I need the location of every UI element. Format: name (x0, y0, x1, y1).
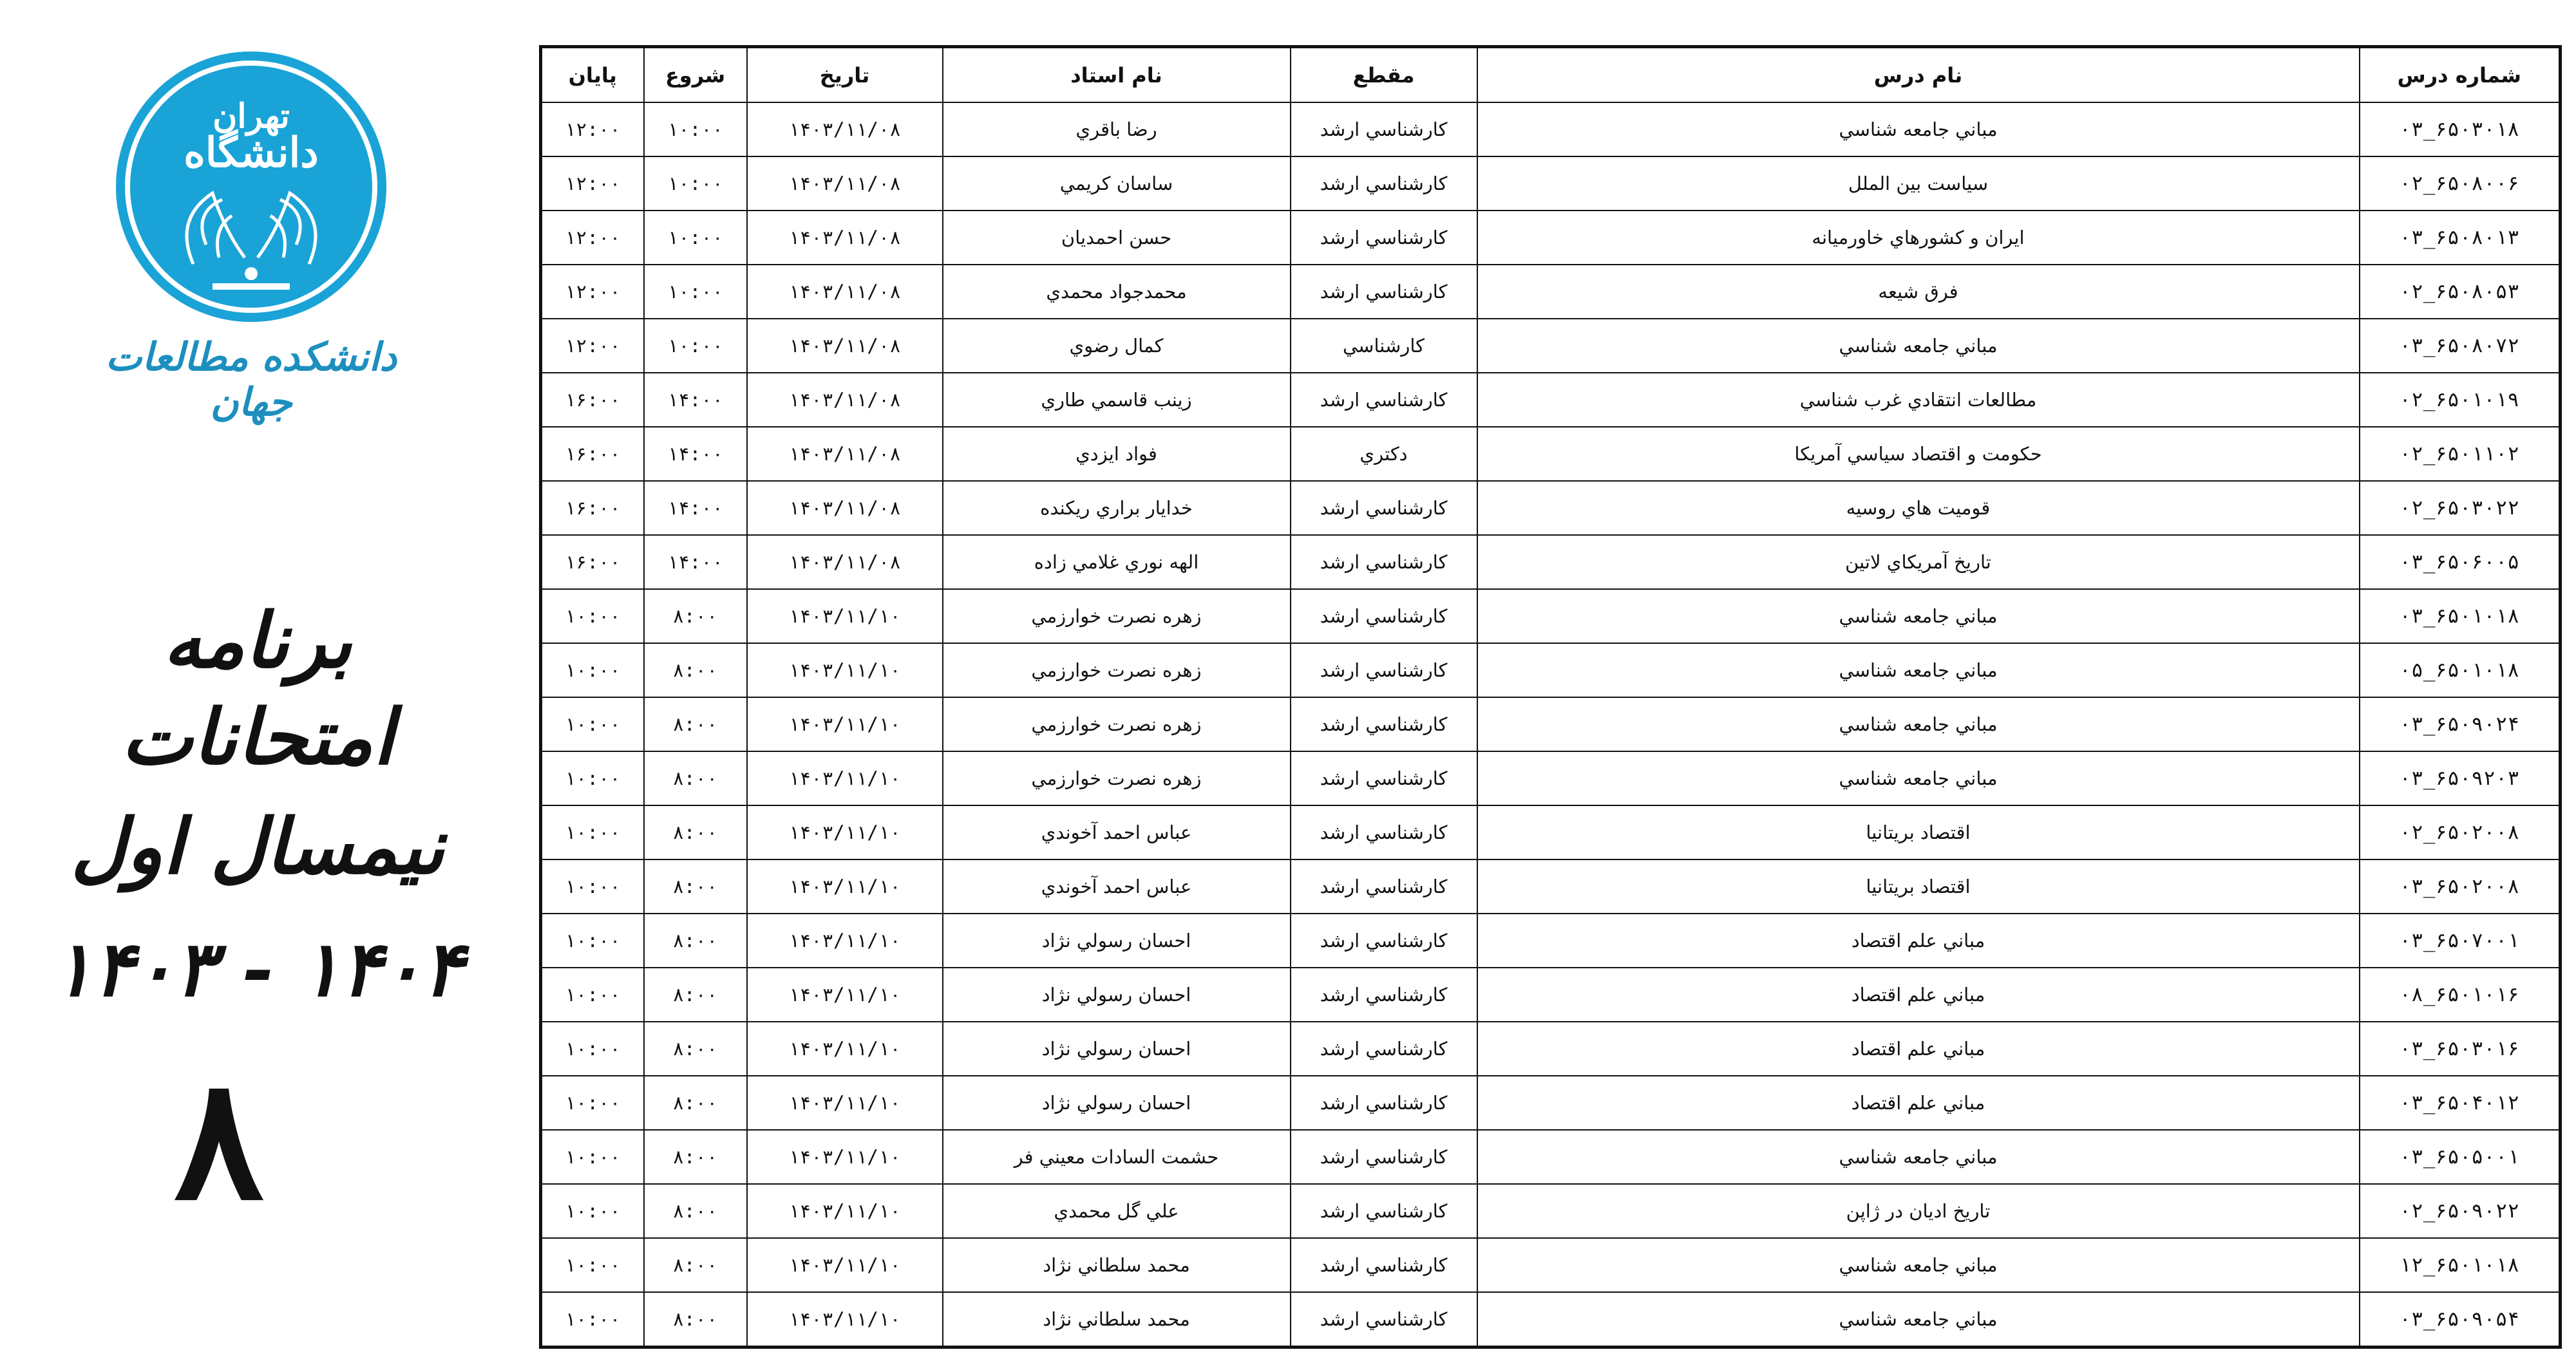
course-name-cell: تاريخ آمريكاي لاتين (1477, 535, 2360, 589)
course-name-cell: مباني علم اقتصاد (1477, 1076, 2360, 1130)
level-cell: كارشناسي ارشد (1291, 914, 1477, 968)
start-time-cell: ۸:۰۰ (644, 914, 747, 968)
date-cell: ۱۴۰۳/۱۱/۱۰ (747, 1022, 943, 1076)
course-number-cell: ۶۵۰۲۰۰۸_۰۲ (2360, 805, 2561, 859)
instructor-cell: محمدجواد محمدي (943, 265, 1291, 319)
end-time-cell: ۱۰:۰۰ (541, 805, 644, 859)
course-name-cell: اقتصاد بريتانيا (1477, 859, 2360, 914)
course-number-cell: ۶۵۰۳۰۱۶_۰۳ (2360, 1022, 2561, 1076)
end-time-cell: ۱۶:۰۰ (541, 535, 644, 589)
date-cell: ۱۴۰۳/۱۱/۰۸ (747, 211, 943, 265)
date-cell: ۱۴۰۳/۱۱/۱۰ (747, 751, 943, 805)
start-time-cell: ۸:۰۰ (644, 1022, 747, 1076)
course-number-cell: ۶۵۰۶۰۰۵_۰۳ (2360, 535, 2561, 589)
exam-schedule-title (26, 592, 489, 1030)
start-time-cell: ۸:۰۰ (644, 1292, 747, 1347)
exam-schedule-table (539, 45, 2562, 1349)
start-time-cell: ۸:۰۰ (644, 805, 747, 859)
date-cell: ۱۴۰۳/۱۱/۰۸ (747, 156, 943, 211)
university-logo-block (84, 52, 419, 425)
end-time-cell: ۱۶:۰۰ (541, 481, 644, 535)
instructor-cell: احسان رسولي نژاد (943, 1022, 1291, 1076)
start-time-cell: ۸:۰۰ (644, 1184, 747, 1238)
instructor-cell: احسان رسولي نژاد (943, 968, 1291, 1022)
table-row (541, 589, 2561, 643)
start-time-cell: ۱۰:۰۰ (644, 265, 747, 319)
level-cell: كارشناسي ارشد (1291, 1130, 1477, 1184)
table-row (541, 319, 2561, 373)
course-name-cell: مباني جامعه شناسي (1477, 589, 2360, 643)
date-cell: ۱۴۰۳/۱۱/۱۰ (747, 859, 943, 914)
course-name-cell: مباني علم اقتصاد (1477, 914, 2360, 968)
level-cell: كارشناسي ارشد (1291, 156, 1477, 211)
end-time-cell: ۱۰:۰۰ (541, 1076, 644, 1130)
header-end: پايان (541, 47, 644, 103)
start-time-cell: ۸:۰۰ (644, 1238, 747, 1292)
header-instructor: نام استاد (943, 47, 1291, 103)
header-level: مقطع (1291, 47, 1477, 103)
date-cell: ۱۴۰۳/۱۱/۰۸ (747, 265, 943, 319)
course-name-cell: مباني جامعه شناسي (1477, 102, 2360, 156)
start-time-cell: ۸:۰۰ (644, 968, 747, 1022)
course-name-cell: سياست بين الملل (1477, 156, 2360, 211)
logo-wings-icon (116, 52, 386, 322)
end-time-cell: ۱۰:۰۰ (541, 1184, 644, 1238)
date-cell: ۱۴۰۳/۱۱/۰۸ (747, 535, 943, 589)
date-cell: ۱۴۰۳/۱۱/۰۸ (747, 481, 943, 535)
date-cell: ۱۴۰۳/۱۱/۰۸ (747, 102, 943, 156)
end-time-cell: ۱۲:۰۰ (541, 211, 644, 265)
start-time-cell: ۸:۰۰ (644, 697, 747, 751)
instructor-cell: حسن احمديان (943, 211, 1291, 265)
start-time-cell: ۱۴:۰۰ (644, 481, 747, 535)
end-time-cell: ۱۲:۰۰ (541, 265, 644, 319)
level-cell: كارشناسي ارشد (1291, 211, 1477, 265)
end-time-cell: ۱۰:۰۰ (541, 697, 644, 751)
start-time-cell: ۸:۰۰ (644, 1076, 747, 1130)
instructor-cell: رضا باقري (943, 102, 1291, 156)
level-cell: كارشناسي ارشد (1291, 968, 1477, 1022)
title-line-2: نیمسال اول ۱۴۰۴ - ۱۴۰۳ (52, 802, 464, 1013)
instructor-cell: فواد ايزدي (943, 427, 1291, 481)
date-cell: ۱۴۰۳/۱۱/۰۸ (747, 319, 943, 373)
course-number-cell: ۶۵۰۸۰۵۳_۰۲ (2360, 265, 2561, 319)
instructor-cell: زهره نصرت خوارزمي (943, 751, 1291, 805)
table-row (541, 1184, 2561, 1238)
level-cell: كارشناسي ارشد (1291, 535, 1477, 589)
instructor-cell: زهره نصرت خوارزمي (943, 697, 1291, 751)
table-row (541, 481, 2561, 535)
instructor-cell: زهره نصرت خوارزمي (943, 589, 1291, 643)
course-number-cell: ۶۵۰۸۰۱۳_۰۳ (2360, 211, 2561, 265)
table-row (541, 805, 2561, 859)
instructor-cell: محمد سلطاني نژاد (943, 1292, 1291, 1347)
instructor-cell: زينب قاسمي طاري (943, 373, 1291, 427)
header-course-name: نام درس (1477, 47, 2360, 103)
start-time-cell: ۱۴:۰۰ (644, 535, 747, 589)
end-time-cell: ۱۲:۰۰ (541, 156, 644, 211)
start-time-cell: ۸:۰۰ (644, 751, 747, 805)
course-name-cell: مباني جامعه شناسي (1477, 1238, 2360, 1292)
university-logo (116, 52, 386, 322)
instructor-cell: كمال رضوي (943, 319, 1291, 373)
date-cell: ۱۴۰۳/۱۱/۱۰ (747, 805, 943, 859)
course-name-cell: مطالعات انتقادي غرب شناسي (1477, 373, 2360, 427)
date-cell: ۱۴۰۳/۱۱/۰۸ (747, 427, 943, 481)
course-number-cell: ۶۵۰۹۰۲۴_۰۳ (2360, 697, 2561, 751)
level-cell: كارشناسي ارشد (1291, 481, 1477, 535)
course-number-cell: ۶۵۰۲۰۰۸_۰۳ (2360, 859, 2561, 914)
course-name-cell: مباني جامعه شناسي (1477, 319, 2360, 373)
table-row (541, 968, 2561, 1022)
course-number-cell: ۶۵۰۹۰۵۴_۰۳ (2360, 1292, 2561, 1347)
course-name-cell: مباني جامعه شناسي (1477, 697, 2360, 751)
date-cell: ۱۴۰۳/۱۱/۱۰ (747, 968, 943, 1022)
level-cell: كارشناسي ارشد (1291, 1292, 1477, 1347)
table-row (541, 1130, 2561, 1184)
logo-wordmark: دانشگاه (184, 129, 319, 177)
table-row (541, 265, 2561, 319)
start-time-cell: ۱۰:۰۰ (644, 319, 747, 373)
course-number-cell: ۶۵۰۸۰۷۲_۰۳ (2360, 319, 2561, 373)
date-cell: ۱۴۰۳/۱۱/۱۰ (747, 643, 943, 697)
end-time-cell: ۱۰:۰۰ (541, 1238, 644, 1292)
course-name-cell: تاريخ اديان در ژاپن (1477, 1184, 2360, 1238)
table-row (541, 859, 2561, 914)
table-row (541, 102, 2561, 156)
end-time-cell: ۱۰:۰۰ (541, 1130, 644, 1184)
start-time-cell: ۱۴:۰۰ (644, 373, 747, 427)
start-time-cell: ۸:۰۰ (644, 1130, 747, 1184)
end-time-cell: ۱۶:۰۰ (541, 427, 644, 481)
course-number-cell: ۶۵۰۵۰۰۱_۰۳ (2360, 1130, 2561, 1184)
instructor-cell: عباس احمد آخوندي (943, 859, 1291, 914)
course-name-cell: اقتصاد بريتانيا (1477, 805, 2360, 859)
start-time-cell: ۱۰:۰۰ (644, 156, 747, 211)
start-time-cell: ۸:۰۰ (644, 643, 747, 697)
course-name-cell: مباني علم اقتصاد (1477, 1022, 2360, 1076)
end-time-cell: ۱۰:۰۰ (541, 643, 644, 697)
start-time-cell: ۱۰:۰۰ (644, 211, 747, 265)
table-row (541, 156, 2561, 211)
faculty-name: دانشکده مطالعات جهان (105, 335, 397, 425)
date-cell: ۱۴۰۳/۱۱/۱۰ (747, 589, 943, 643)
instructor-cell: محمد سلطاني نژاد (943, 1238, 1291, 1292)
instructor-cell: خدايار براري ريكنده (943, 481, 1291, 535)
logo-wordmark-top: تهران (213, 97, 290, 136)
end-time-cell: ۱۰:۰۰ (541, 589, 644, 643)
instructor-cell: احسان رسولي نژاد (943, 1076, 1291, 1130)
level-cell: كارشناسي ارشد (1291, 373, 1477, 427)
end-time-cell: ۱۰:۰۰ (541, 914, 644, 968)
course-number-cell: ۶۵۰۳۰۲۲_۰۲ (2360, 481, 2561, 535)
course-number-cell: ۶۵۰۹۲۰۳_۰۳ (2360, 751, 2561, 805)
end-time-cell: ۱۰:۰۰ (541, 968, 644, 1022)
course-name-cell: مباني جامعه شناسي (1477, 751, 2360, 805)
course-name-cell: مباني جامعه شناسي (1477, 643, 2360, 697)
end-time-cell: ۱۰:۰۰ (541, 1292, 644, 1347)
level-cell: كارشناسي ارشد (1291, 697, 1477, 751)
start-time-cell: ۱۴:۰۰ (644, 427, 747, 481)
course-name-cell: ايران و كشورهاي خاورميانه (1477, 211, 2360, 265)
header-course-number: شماره درس (2360, 47, 2561, 103)
level-cell: كارشناسي ارشد (1291, 1184, 1477, 1238)
instructor-cell: الهه نوري غلامي زاده (943, 535, 1291, 589)
table-row (541, 1292, 2561, 1347)
table-row (541, 427, 2561, 481)
course-number-cell: ۶۵۰۷۰۰۱_۰۳ (2360, 914, 2561, 968)
level-cell: كارشناسي ارشد (1291, 1238, 1477, 1292)
instructor-cell: زهره نصرت خوارزمي (943, 643, 1291, 697)
date-cell: ۱۴۰۳/۱۱/۱۰ (747, 1292, 943, 1347)
date-cell: ۱۴۰۳/۱۱/۱۰ (747, 1184, 943, 1238)
end-time-cell: ۱۲:۰۰ (541, 102, 644, 156)
instructor-cell: حشمت السادات معيني فر (943, 1130, 1291, 1184)
start-time-cell: ۱۰:۰۰ (644, 102, 747, 156)
date-cell: ۱۴۰۳/۱۱/۱۰ (747, 1238, 943, 1292)
table-row (541, 373, 2561, 427)
level-cell: كارشناسي ارشد (1291, 1076, 1477, 1130)
level-cell: كارشناسي (1291, 319, 1477, 373)
level-cell: كارشناسي ارشد (1291, 643, 1477, 697)
date-cell: ۱۴۰۳/۱۱/۱۰ (747, 914, 943, 968)
level-cell: كارشناسي ارشد (1291, 102, 1477, 156)
level-cell: دكتري (1291, 427, 1477, 481)
course-number-cell: ۶۵۰۴۰۱۲_۰۳ (2360, 1076, 2561, 1130)
course-name-cell: حكومت و اقتصاد سياسي آمريكا (1477, 427, 2360, 481)
instructor-cell: احسان رسولي نژاد (943, 914, 1291, 968)
level-cell: كارشناسي ارشد (1291, 859, 1477, 914)
course-number-cell: ۶۵۰۸۰۰۶_۰۲ (2360, 156, 2561, 211)
header-start: شروع (644, 47, 747, 103)
course-name-cell: مباني علم اقتصاد (1477, 968, 2360, 1022)
course-name-cell: قوميت هاي روسيه (1477, 481, 2360, 535)
table-row (541, 1022, 2561, 1076)
course-name-cell: فرق شيعه (1477, 265, 2360, 319)
date-cell: ۱۴۰۳/۱۱/۰۸ (747, 373, 943, 427)
table-row (541, 1076, 2561, 1130)
table-row (541, 697, 2561, 751)
table-row (541, 535, 2561, 589)
level-cell: كارشناسي ارشد (1291, 589, 1477, 643)
level-cell: كارشناسي ارشد (1291, 751, 1477, 805)
level-cell: كارشناسي ارشد (1291, 1022, 1477, 1076)
instructor-cell: عباس احمد آخوندي (943, 805, 1291, 859)
course-number-cell: ۶۵۰۱۰۱۸_۰۳ (2360, 589, 2561, 643)
course-number-cell: ۶۵۰۱۰۱۹_۰۲ (2360, 373, 2561, 427)
course-name-cell: مباني جامعه شناسي (1477, 1130, 2360, 1184)
date-cell: ۱۴۰۳/۱۱/۱۰ (747, 1076, 943, 1130)
table-body (541, 102, 2561, 1347)
table-row (541, 751, 2561, 805)
course-number-cell: ۶۵۰۱۰۱۸_۱۲ (2360, 1238, 2561, 1292)
course-number-cell: ۶۵۰۹۰۲۲_۰۲ (2360, 1184, 2561, 1238)
course-number-cell: ۶۵۰۱۱۰۲_۰۲ (2360, 427, 2561, 481)
exam-table-wrapper (539, 45, 2562, 1349)
header-date: تاريخ (747, 47, 943, 103)
end-time-cell: ۱۰:۰۰ (541, 859, 644, 914)
table-row (541, 211, 2561, 265)
date-cell: ۱۴۰۳/۱۱/۱۰ (747, 1130, 943, 1184)
table-header-row (541, 47, 2561, 103)
course-number-cell: ۶۵۰۳۰۱۸_۰۳ (2360, 102, 2561, 156)
title-line-1: برنامه امتحانات (121, 596, 394, 782)
date-cell: ۱۴۰۳/۱۱/۱۰ (747, 697, 943, 751)
level-cell: كارشناسي ارشد (1291, 805, 1477, 859)
table-row (541, 914, 2561, 968)
end-time-cell: ۱۰:۰۰ (541, 1022, 644, 1076)
instructor-cell: ساسان كريمي (943, 156, 1291, 211)
end-time-cell: ۱۰:۰۰ (541, 751, 644, 805)
course-name-cell: مباني جامعه شناسي (1477, 1292, 2360, 1347)
instructor-cell: علي گل محمدي (943, 1184, 1291, 1238)
end-time-cell: ۱۲:۰۰ (541, 319, 644, 373)
table-row (541, 643, 2561, 697)
end-time-cell: ۱۶:۰۰ (541, 373, 644, 427)
page-number: ۸ (174, 1041, 264, 1237)
course-number-cell: ۶۵۰۱۰۱۸_۰۵ (2360, 643, 2561, 697)
table-row (541, 1238, 2561, 1292)
level-cell: كارشناسي ارشد (1291, 265, 1477, 319)
course-number-cell: ۶۵۰۱۰۱۶_۰۸ (2360, 968, 2561, 1022)
start-time-cell: ۸:۰۰ (644, 859, 747, 914)
start-time-cell: ۸:۰۰ (644, 589, 747, 643)
